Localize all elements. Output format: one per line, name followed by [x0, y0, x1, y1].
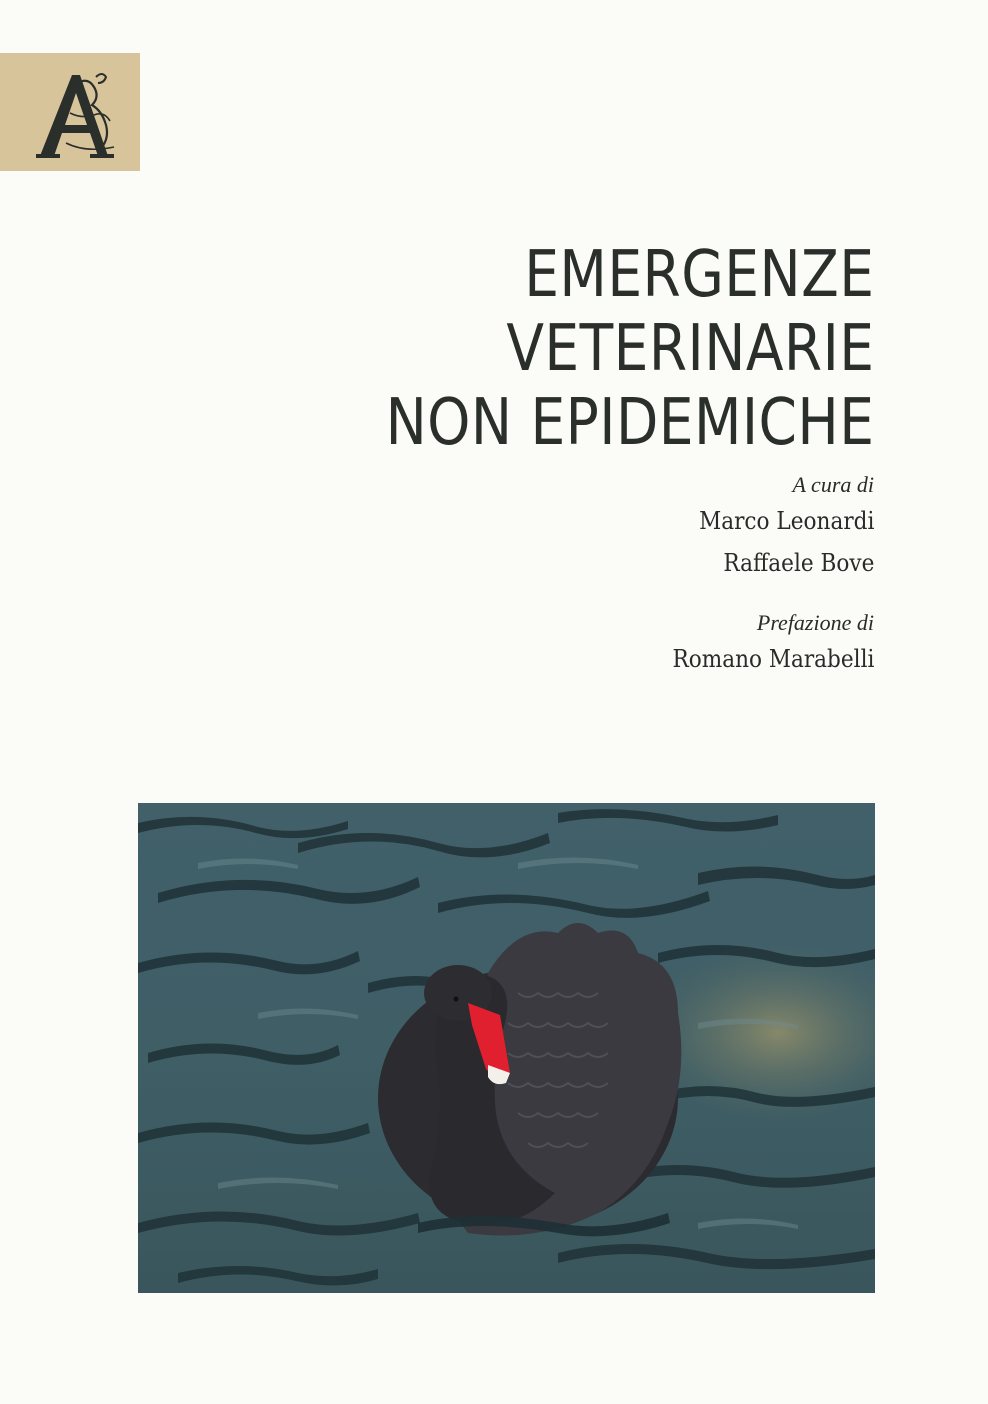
title-line-1: EMERGENZE: [523, 237, 874, 312]
black-swan-photo: [138, 803, 875, 1293]
title-line-2: VETERINARIE: [505, 311, 874, 386]
publisher-logo: [0, 53, 140, 171]
editors-label: A cura di: [792, 472, 874, 497]
editor-name: Marco Leonardi: [698, 507, 874, 535]
publisher-a-logo-icon: [0, 53, 140, 171]
preface-label: Prefazione di: [756, 610, 874, 635]
title-line-3: NON EPIDEMICHE: [385, 385, 874, 460]
editor-name: Raffaele Bove: [722, 549, 874, 577]
book-title: [385, 238, 874, 460]
spacer: [650, 584, 874, 608]
credits-block: [650, 470, 874, 680]
preface-author: Romano Marabelli: [672, 645, 874, 673]
cover-photo: [138, 803, 875, 1293]
